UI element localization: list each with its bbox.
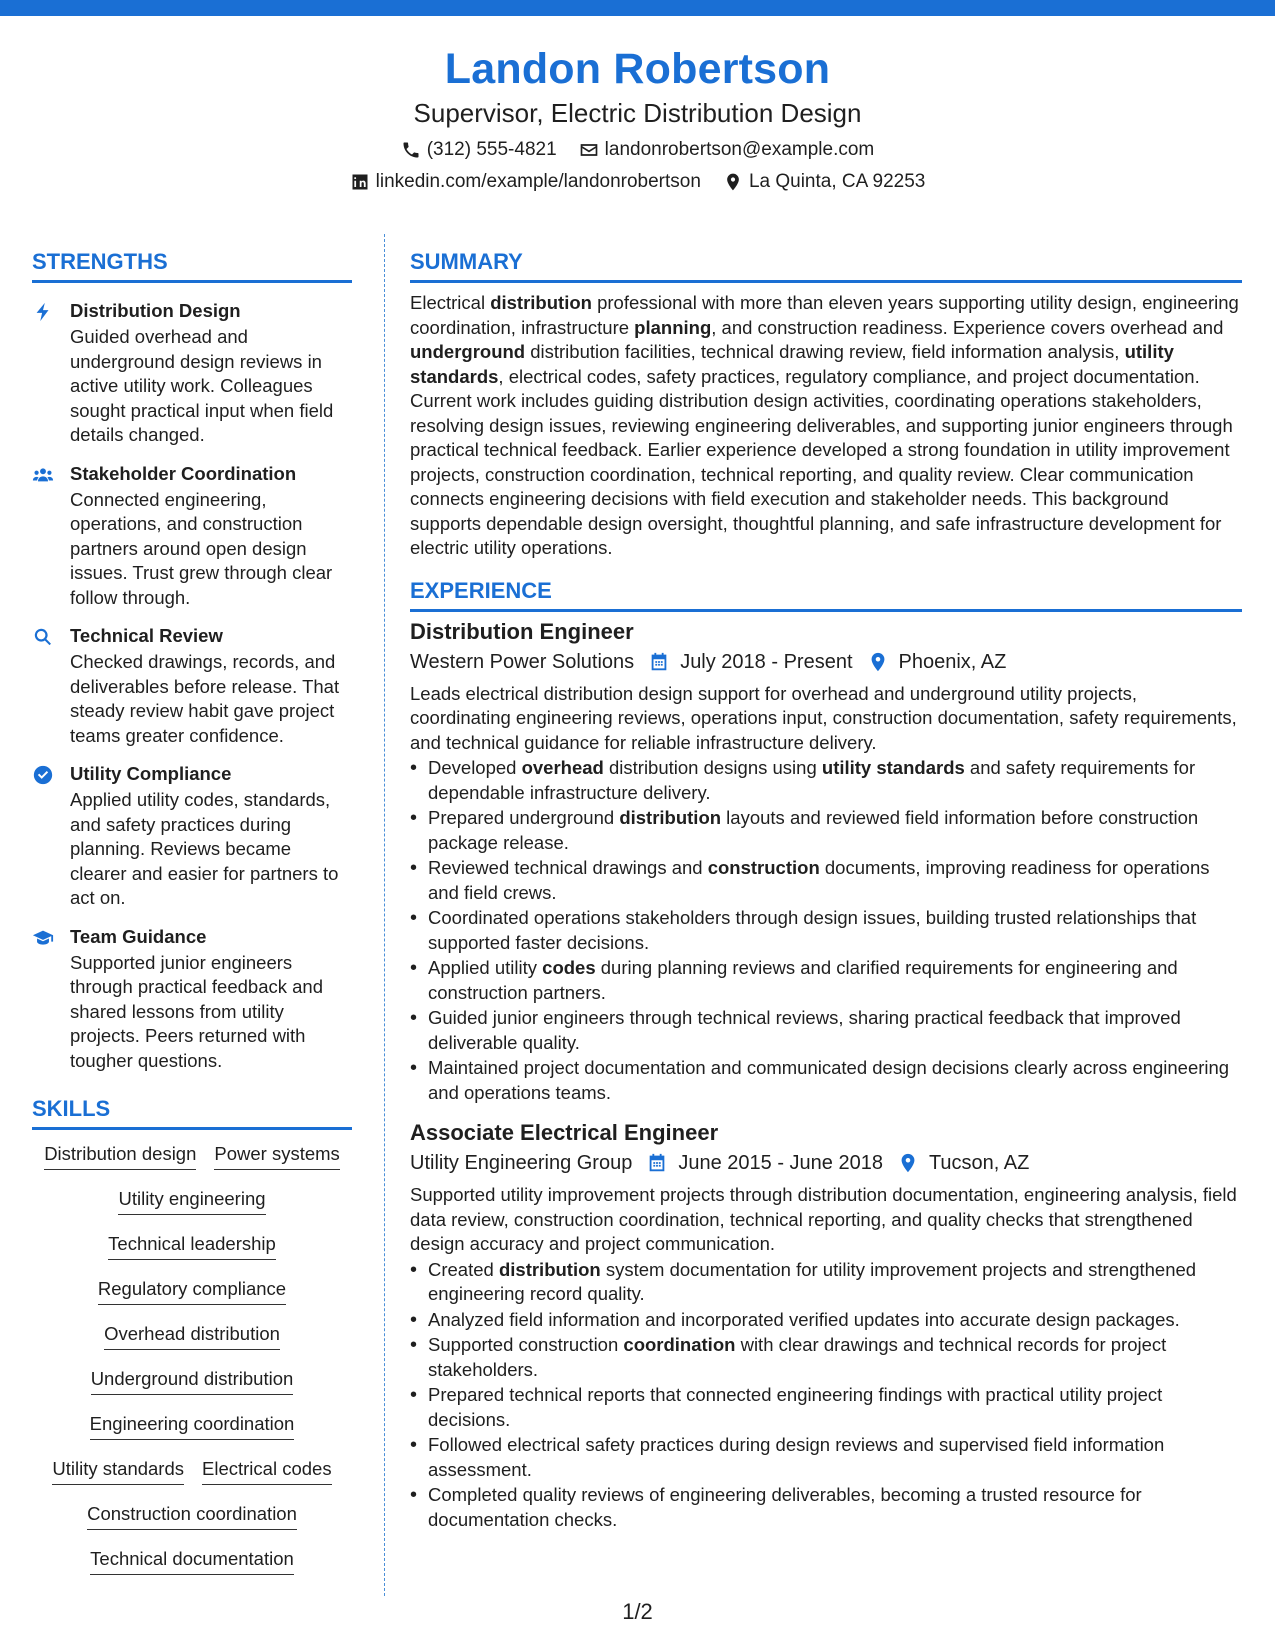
calendar-icon — [648, 651, 670, 673]
keyword-emphasis: distribution — [619, 807, 722, 828]
skill-tag: Distribution design — [44, 1142, 196, 1170]
strength-item — [32, 299, 352, 448]
job-location: Tucson, AZ — [928, 1152, 1030, 1174]
skill-tag: Technical documentation — [90, 1547, 294, 1575]
job-title: Distribution Engineer — [410, 618, 634, 644]
map-pin-icon — [867, 651, 889, 673]
company-name: Utility Engineering Group — [410, 1152, 633, 1174]
left-column — [32, 248, 352, 1575]
keyword-emphasis: codes — [542, 957, 596, 978]
skill-tag: Engineering coordination — [90, 1412, 295, 1440]
strength-description: Applied utility codes, standards, and safety practices during planning. Reviews became clearer and easier for partners to act on. — [70, 789, 339, 908]
candidate-name: Landon Robertson — [444, 45, 831, 93]
job-description: Supported utility improvement projects through distribution documentation, engineering analysis, field data review, construction coordination, technical reporting, and quality checks that strengthened design accuracy and project communication. — [410, 1184, 1237, 1254]
keyword-emphasis: coordination — [623, 1334, 736, 1355]
bullet-item: • Maintained project documentation and communicated design decisions clearly across engineering and operations teams. — [410, 1056, 1242, 1105]
bullet-item: • Followed electrical safety practices during design reviews and supervised field information assessment. — [410, 1433, 1242, 1482]
experience-heading: EXPERIENCE — [410, 577, 1242, 612]
bullet-item: • Guided junior engineers through technical reviews, sharing practical feedback that improved deliverable quality. — [410, 1006, 1242, 1055]
job-entry — [410, 1119, 1242, 1532]
keyword-emphasis: overhead — [521, 757, 604, 778]
strength-description: Supported junior engineers through practical feedback and shared lessons from utility projects. Peers returned with tougher questions. — [70, 951, 324, 1071]
skill-tag: Construction coordination — [87, 1502, 297, 1530]
email-address[interactable]: landonrobertson@example.com — [604, 139, 875, 160]
strength-title: Utility Compliance — [70, 763, 232, 784]
job-entry — [410, 618, 1242, 1106]
right-column — [410, 248, 1242, 1532]
strength-item — [32, 762, 352, 911]
company-name: Western Power Solutions — [410, 650, 635, 673]
email-contact — [579, 138, 875, 162]
job-bullets — [410, 756, 1242, 1105]
location-contact — [723, 170, 925, 194]
envelope-icon — [579, 140, 599, 160]
bullet-item: • Created distribution system documentation for utility improvement projects and strengthened engineering record quality. — [410, 1258, 1242, 1307]
page-number: 1/2 — [622, 1599, 653, 1624]
skill-tag: Underground distribution — [91, 1367, 294, 1395]
keyword-emphasis: planning — [634, 316, 712, 338]
job-title: Associate Electrical Engineer — [410, 1120, 719, 1145]
job-dates: June 2015 - June 2018 — [678, 1152, 883, 1174]
keyword-emphasis: construction — [707, 857, 820, 878]
skill-tag: Regulatory compliance — [98, 1277, 286, 1305]
strength-description: Connected engineering, operations, and construction partners around open design issues. Trust grew through clear follow through. — [70, 488, 333, 608]
keyword-emphasis: utility standards — [821, 757, 965, 778]
experience-list — [410, 618, 1242, 1533]
map-pin-icon — [723, 172, 743, 192]
map-pin-icon — [897, 1152, 919, 1174]
bullet-item: • Developed overhead distribution designs using utility standards and safety requirements for dependable infrastructure delivery. — [410, 756, 1242, 805]
resume-header — [0, 42, 1275, 194]
skills-list — [32, 1142, 352, 1575]
contact-row-2 — [0, 170, 1275, 194]
strength-title: Stakeholder Coordination — [70, 462, 297, 484]
job-location: Phoenix, AZ — [898, 650, 1007, 673]
phone-icon — [401, 140, 421, 160]
linkedin-contact — [350, 170, 701, 194]
strength-item — [32, 624, 352, 748]
column-divider — [384, 234, 385, 1596]
job-dates: July 2018 - Present — [680, 650, 853, 673]
linkedin-url[interactable]: linkedin.com/example/landonrobertson — [375, 171, 701, 192]
strength-item — [32, 925, 352, 1074]
job-meta — [410, 648, 1242, 676]
job-bullets — [410, 1258, 1242, 1533]
bolt-icon — [32, 301, 54, 323]
graduation-cap-icon — [32, 927, 54, 949]
skills-heading: SKILLS — [32, 1095, 352, 1130]
bullet-item: • Supported construction coordination with clear drawings and technical records for project stakeholders. — [410, 1333, 1242, 1382]
job-description: Leads electrical distribution design support for overhead and underground utility projects, coordinating engineering reviews, operations input, construction documentation, safety requirements, and technical guidance for reliable infrastructure delivery. — [410, 682, 1237, 753]
skill-tag: Technical leadership — [108, 1232, 276, 1260]
phone-number: (312) 555-4821 — [426, 139, 557, 160]
strength-title: Distribution Design — [70, 300, 241, 321]
keyword-emphasis: utility standards — [410, 341, 1174, 387]
check-circle-icon — [32, 764, 54, 786]
strength-description: Checked drawings, records, and deliverables before release. That steady review habit gave project teams greater confidence. — [70, 651, 340, 746]
bullet-item: • Coordinated operations stakeholders through design issues, building trusted relationships that supported faster decisions. — [410, 906, 1242, 955]
phone-contact — [401, 138, 557, 162]
top-accent-bar — [0, 0, 1275, 16]
bullet-item: • Analyzed field information and incorporated verified updates into accurate design packages. — [410, 1308, 1242, 1333]
strength-item — [32, 462, 352, 611]
keyword-emphasis: underground — [410, 341, 526, 362]
skill-tag: Electrical codes — [202, 1457, 332, 1485]
summary-text: Electrical distribution professional with more than eleven years supporting utility design, engineering coordination, infrastructure planning, and construction readiness. Experience covers overhead and underground distribution facilities, technical drawing review, field information analysis, utility standards, electrical codes, safety practices, regulatory compliance, and project documentation. Current work includes guiding distribution design activities, coordinating operations stakeholders, resolving design issues, reviewing engineering deliverables, and supporting junior engineers through practical technical feedback. Earlier experience developed a strong foundation in utility improvement projects, construction coordination, technical reporting, and quality review. Clear communication connects engineering decisions with field execution and stakeholder needs. This background supports dependable design oversight, thoughtful planning, and safe infrastructure development for electric utility operations. — [410, 292, 1239, 558]
job-meta — [410, 1149, 1242, 1177]
summary-heading: SUMMARY — [410, 248, 1242, 283]
search-icon — [32, 626, 54, 648]
calendar-icon — [646, 1152, 668, 1174]
linkedin-icon — [350, 172, 370, 192]
bullet-item: • Applied utility codes during planning reviews and clarified requirements for engineering and construction partners. — [410, 956, 1242, 1005]
location-text: La Quinta, CA 92253 — [748, 171, 926, 192]
keyword-emphasis: distribution — [490, 292, 592, 313]
skill-tag: Power systems — [214, 1142, 339, 1170]
bullet-item: • Completed quality reviews of engineering deliverables, becoming a trusted resource for documentation checks. — [410, 1483, 1242, 1532]
users-icon — [32, 464, 54, 486]
strength-description: Guided overhead and underground design reviews in active utility work. Colleagues sought practical input when field details changed. — [70, 326, 334, 445]
keyword-emphasis: distribution — [498, 1258, 601, 1280]
candidate-role: Supervisor, Electric Distribution Design — [413, 98, 862, 128]
skill-tag: Overhead distribution — [104, 1322, 280, 1350]
skill-tag: Utility engineering — [118, 1187, 265, 1215]
strength-title: Team Guidance — [70, 925, 207, 947]
bullet-item: • Reviewed technical drawings and construction documents, improving readiness for operations and field crews. — [410, 856, 1242, 905]
strength-title: Technical Review — [70, 625, 223, 646]
strengths-heading: STRENGTHS — [32, 248, 352, 283]
bullet-item: • Prepared technical reports that connected engineering findings with practical utility project decisions. — [410, 1383, 1242, 1432]
strengths-list — [32, 299, 352, 1073]
contact-row-1 — [0, 138, 1275, 162]
bullet-item: • Prepared underground distribution layouts and reviewed field information before construction package release. — [410, 806, 1242, 855]
skill-tag: Utility standards — [52, 1457, 184, 1485]
